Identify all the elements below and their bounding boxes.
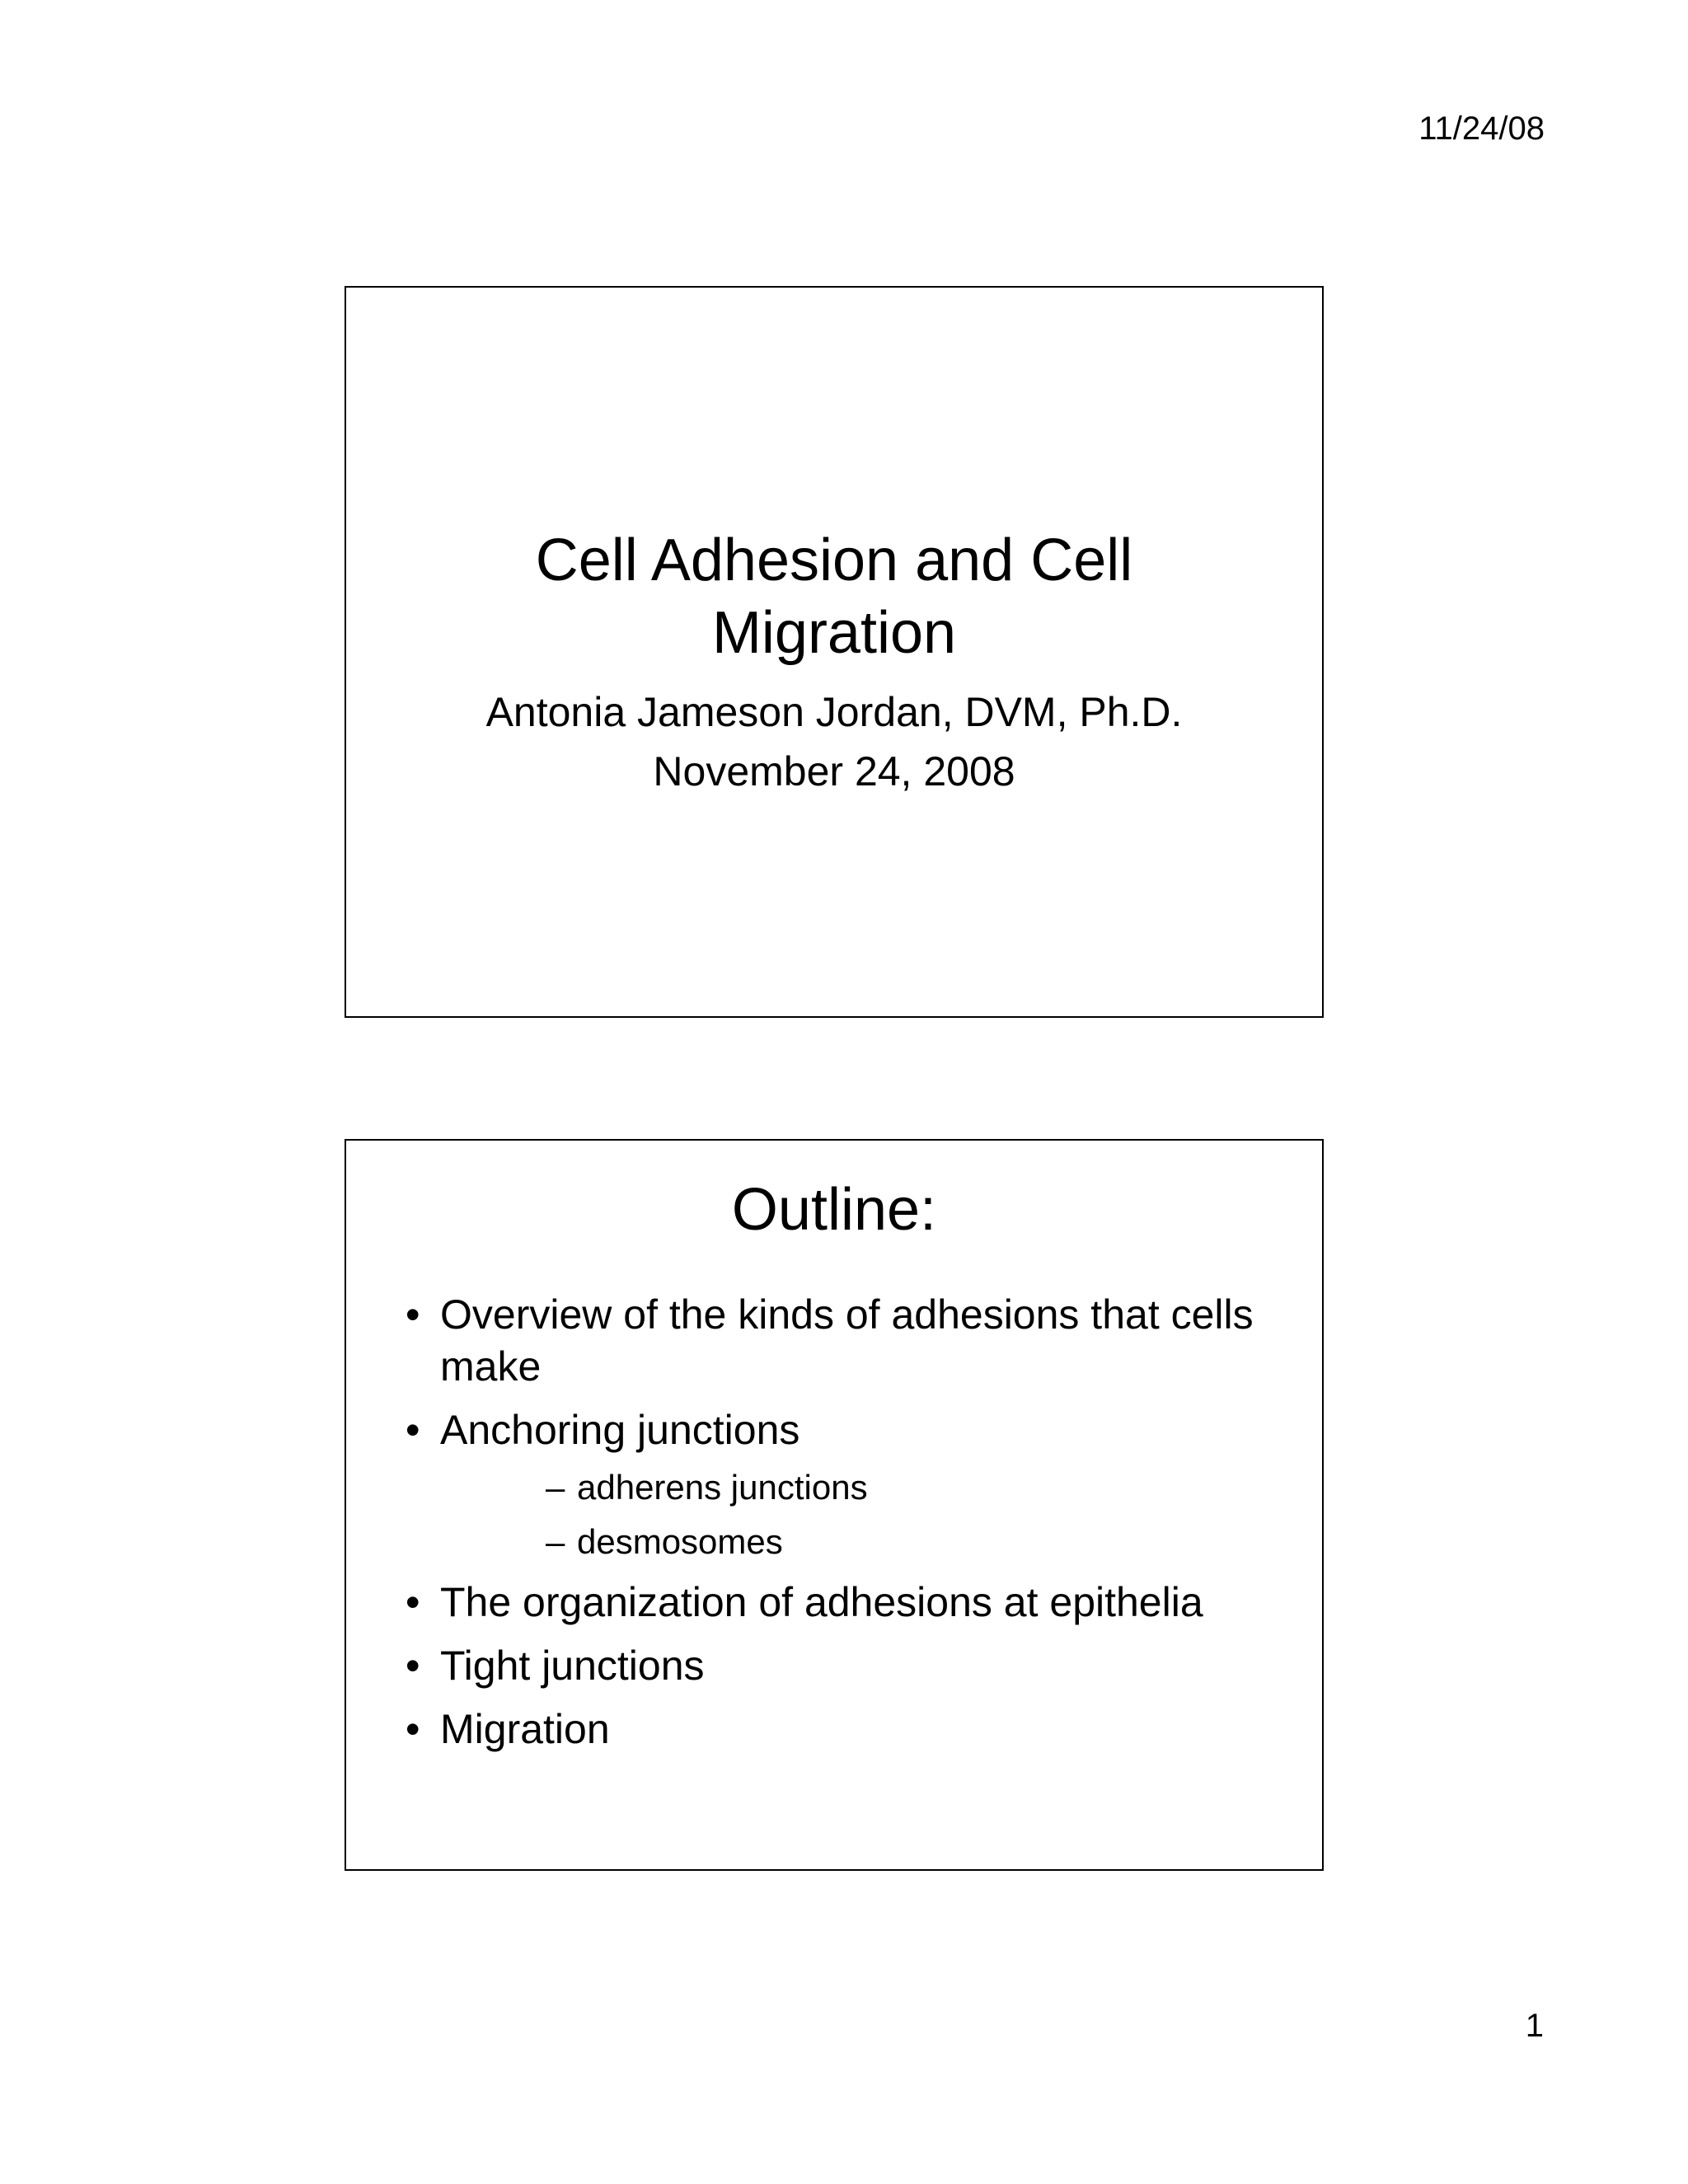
bullet-icon: • (406, 1579, 420, 1625)
outline-sub-item (440, 1465, 1258, 1511)
title-slide (345, 286, 1324, 1018)
outline-slide (345, 1139, 1324, 1871)
outline-item-text: Migration (440, 1706, 610, 1752)
bullet-icon: • (406, 1706, 420, 1752)
outline-item (346, 1404, 1324, 1565)
outline-item-text: Anchoring junctions (440, 1407, 800, 1453)
outline-sub-item (440, 1519, 1258, 1565)
title-block (346, 524, 1322, 801)
slide-title (346, 524, 1322, 669)
page-number: 1 (1525, 2008, 1544, 2044)
outline-item (346, 1704, 1324, 1755)
outline-list (346, 1289, 1324, 1755)
slide-title-line-1: Cell Adhesion and Cell (535, 527, 1133, 593)
author-name: Antonia Jameson Jordan, DVM, Ph.D. (485, 689, 1183, 735)
bullet-icon: • (406, 1643, 420, 1689)
slide-subtitle (346, 682, 1322, 801)
outline-item-text: The organization of adhesions at epithelia (440, 1579, 1203, 1625)
outline-sub-item-text: adherens junctions (577, 1468, 868, 1507)
dash-icon: – (546, 1468, 565, 1507)
bullet-icon: • (406, 1291, 420, 1338)
outline-item (346, 1289, 1324, 1393)
outline-item (346, 1640, 1324, 1692)
outline-sub-list (440, 1465, 1258, 1565)
dash-icon: – (546, 1522, 565, 1561)
presentation-date: November 24, 2008 (653, 748, 1015, 794)
outline-sub-item-text: desmosomes (577, 1522, 783, 1561)
outline-item-text: Overview of the kinds of adhesions that cells make (440, 1291, 1254, 1390)
slide-title-line-2: Migration (711, 600, 957, 666)
outline-title: Outline: (731, 1177, 937, 1243)
page-date: 11/24/08 (1418, 110, 1545, 147)
outline-item (346, 1577, 1324, 1629)
bullet-icon: • (406, 1407, 420, 1453)
outline-item-text: Tight junctions (440, 1643, 705, 1689)
